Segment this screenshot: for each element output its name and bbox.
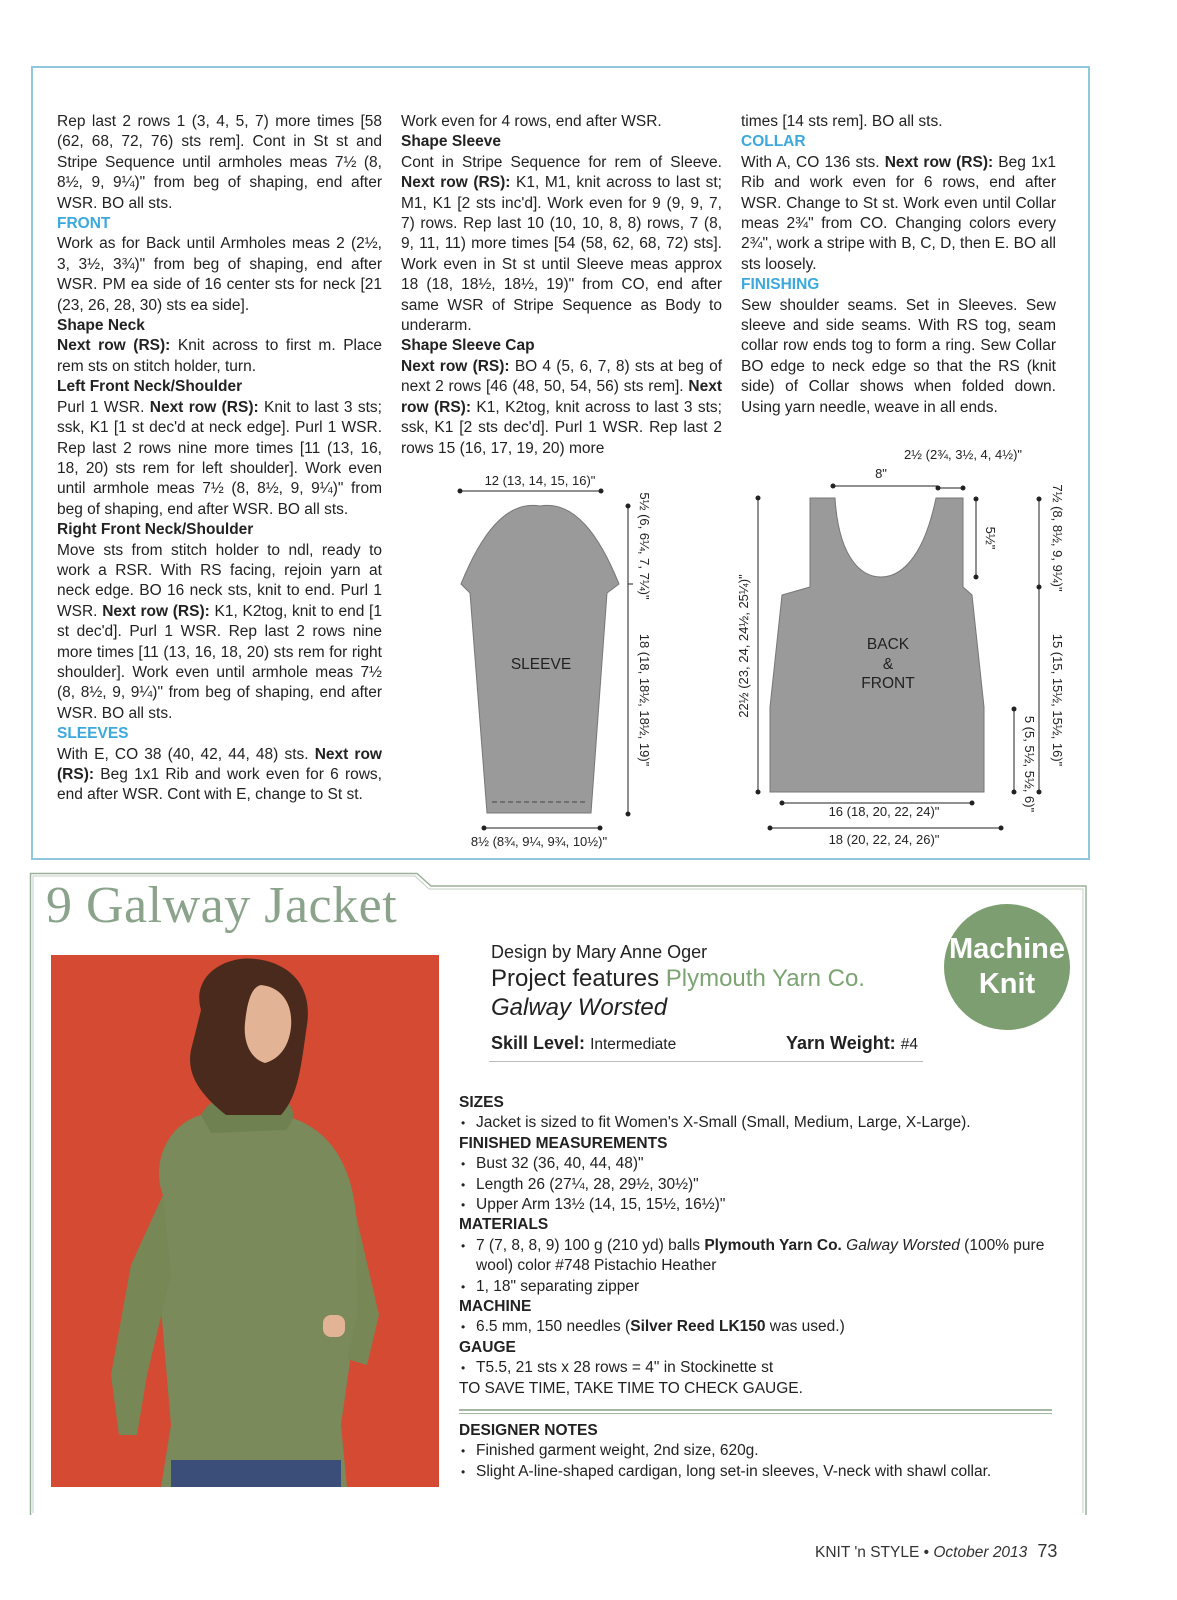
sleeve-cap-height: 5½ (6, 6¼, 7, 7¼)"	[637, 492, 652, 600]
body-label-line2: &	[882, 656, 894, 673]
finishing-text: Sew shoulder seams. Set in Sleeves. Sew sleeve and side seams. With RS tog, seam collar row ends tog to form a ring. Sew Collar BO edge to neck edge so that the RS (knit side) of Collar shows when folded down. Using yarn needle, weave in all ends.	[741, 296, 1056, 416]
issue-date: October 2013	[933, 1544, 1028, 1561]
shape-sleeve-text: Cont in Stripe Sequence for rem of Sleeve. Next row (RS): K1, M1, knit across to last st; M1, K1 [2 sts inc'd]. Work even for 9 (9, 9, 7, 7) rows. Rep last 10 (10, 10, 8, 8) rows, 7 (8, 9, 11, 11) more times [54 (58, 62, 68, 72) sts]. Work even in St st until Sleeve meas approx 18 (18, 18½, 18½, 19)" from CO, end after same WSR of Stripe Sequence as Body to underarm.	[401, 153, 722, 335]
divider	[489, 1061, 923, 1062]
cap-end-text: times [14 sts rem]. BO all sts.	[741, 113, 943, 130]
list-item: • T5.5, 21 sts x 28 rows = 4" in Stockinette st	[459, 1358, 1059, 1378]
shape-neck-heading: Shape Neck	[57, 317, 145, 335]
measurements-list	[459, 1154, 1059, 1215]
work-even-text: Work even for 4 rows, end after WSR.	[401, 113, 662, 130]
list-item: • Jacket is sized to fit Women's X-Small (Small, Medium, Large, X-Large).	[459, 1113, 1059, 1133]
divider	[459, 1409, 1052, 1414]
list-item: • Length 26 (27¼, 28, 29½, 30½)"	[459, 1175, 1059, 1195]
neck-depth: 5½"	[983, 526, 998, 550]
hem-width: 18 (20, 22, 24, 26)"	[828, 832, 940, 847]
designer-credit: Design by Mary Anne Oger	[491, 942, 708, 962]
bust-width: 16 (18, 20, 22, 24)"	[828, 804, 940, 819]
shape-neck-text: Next row (RS): Knit across to first m. Place rem sts on stitch holder, turn.	[57, 337, 382, 375]
pattern-column-2	[401, 112, 722, 459]
sleeve-top-width: 12 (13, 14, 15, 16)"	[484, 473, 596, 488]
materials-list	[459, 1236, 1059, 1297]
shoulder-width: 2½ (2¾, 3½, 4, 4½)"	[903, 447, 1023, 462]
collar-heading: COLLAR	[741, 133, 806, 151]
list-item: • Slight A-line-shaped cardigan, long set-in sleeves, V-neck with shawl collar.	[459, 1462, 1059, 1482]
sizes-list	[459, 1113, 1059, 1133]
sleeve-length: 18 (18, 18½, 18½, 19)"	[637, 633, 652, 767]
right-front-heading: Right Front Neck/Shoulder	[57, 521, 254, 539]
sizes-heading: SIZES	[459, 1094, 504, 1111]
pattern-title: 9 Galway Jacket	[46, 877, 398, 934]
yarn-product: Galway Worsted	[491, 994, 668, 1021]
measurements-heading: FINISHED MEASUREMENTS	[459, 1134, 668, 1152]
armhole-depth: 7½ (8, 8½, 9, 9¼)"	[1050, 484, 1065, 592]
gauge-note: TO SAVE TIME, TAKE TIME TO CHECK GAUGE.	[459, 1379, 803, 1397]
machine-knit-badge: Machine Knit	[944, 904, 1070, 1030]
page-footer: KNIT 'n STYLE • October 2013 73	[815, 1541, 1058, 1561]
body-schematic	[733, 446, 1073, 854]
magazine-name: KNIT 'n STYLE	[815, 1544, 920, 1561]
list-item: • Upper Arm 13½ (14, 15, 15½, 16½)"	[459, 1195, 1059, 1215]
list-item: • 1, 18" separating zipper	[459, 1277, 1059, 1297]
materials-heading: MATERIALS	[459, 1216, 549, 1234]
sleeve-bottom-width: 8½ (8¾, 9¼, 9¾, 10½)"	[470, 834, 608, 849]
shape-sleeve-heading: Shape Sleeve	[401, 133, 501, 151]
list-item: • Bust 32 (36, 40, 44, 48)"	[459, 1154, 1059, 1174]
front-text: Work as for Back until Armholes meas 2 (2½, 3, 3½, 3¾)" from beg of shaping, end after WSR. PM ea side of 16 center sts for neck [21 (23, 26, 28, 30) sts ea side].	[57, 235, 382, 314]
machine-list	[459, 1317, 1059, 1337]
list-item: • 6.5 mm, 150 needles (Silver Reed LK150 was used.)	[459, 1317, 1059, 1337]
sleeve-label: SLEEVE	[510, 656, 572, 673]
sleeves-heading: SLEEVES	[57, 725, 129, 743]
right-front-text: Move sts from stitch holder to ndl, ready to work a RSR. With RS facing, rejoin yarn at neck edge. BO 16 neck sts, knit to end. Purl 1 WSR. Next row (RS): K1, K2tog, knit to end [1 st dec'd]. Purl 1 WSR. Rep last 2 rows nine more times [11 (13, 16, 18, 20) sts rem for right shoulder]. Work even until armhole meas 7½ (8, 8½, 9, 9¼)" from beg of shaping, end after WSR. BO all sts.	[57, 541, 382, 722]
project-features: Project features Plymouth Yarn Co. Galway Worsted	[491, 964, 931, 1022]
front-heading: FRONT	[57, 215, 111, 233]
collar-text: With A, CO 136 sts. Next row (RS): Beg 1x1 Rib and work even for 6 rows, end after WSR. Change to St st. Work even until Collar meas 2¾" from CO. Changing colors every 2¾", work a stripe with B, C, D, then E. BO all sts loosely.	[741, 153, 1056, 273]
sleeve-cap-heading: Shape Sleeve Cap	[401, 337, 535, 355]
neck-width: 8"	[875, 466, 887, 481]
list-item: • 7 (7, 8, 8, 9) 100 g (210 yd) balls Plymouth Yarn Co. Galway Worsted (100% pure wool) color #748 Pistachio Heather	[459, 1236, 1059, 1277]
sleeves-text: With E, CO 38 (40, 42, 44, 48) sts. Next row (RS): Beg 1x1 Rib and work even for 6 rows, end after WSR. Cont with E, change to St st.	[57, 745, 382, 804]
model-photo	[51, 955, 439, 1487]
body-label-line1: BACK	[866, 636, 910, 653]
notes-list	[459, 1441, 1059, 1482]
designer-notes	[459, 1421, 1059, 1482]
finishing-heading: FINISHING	[741, 276, 820, 294]
model-illustration	[51, 955, 439, 1487]
machine-heading: MACHINE	[459, 1298, 532, 1316]
left-front-text: Purl 1 WSR. Next row (RS): Knit to last 3 sts; ssk, K1 [1 st dec'd at neck edge]. Purl 1 WSR. Rep last 2 rows nine more times [11 (13, 16, 18, 20) sts rem for left shoulder]. Work even until armhole meas 7½ (8, 8½, 9, 9¼)" from beg of shaping, end after WSR. BO all sts.	[57, 398, 382, 518]
yarn-weight: Yarn Weight: #4	[786, 1033, 918, 1053]
gauge-list	[459, 1358, 1059, 1378]
pattern-column-3	[741, 112, 1056, 418]
gauge-heading: GAUGE	[459, 1338, 516, 1356]
back-armhole-text: Rep last 2 rows 1 (3, 4, 5, 7) more times [58 (62, 68, 72, 76) sts rem]. Cont in St st and Stripe Sequence until armholes meas 7½ (8, 8½, 9, 9¼)" from beg of shaping, end after WSR. BO all sts.	[57, 113, 382, 212]
hem-height: 5 (5, 5½, 5½, 6)"	[1022, 715, 1037, 813]
total-length: 22½ (23, 24, 24½, 25¼)"	[736, 574, 751, 718]
sleeve-schematic	[440, 462, 670, 854]
left-front-heading: Left Front Neck/Shoulder	[57, 378, 243, 396]
page-number: 73	[1037, 1541, 1058, 1561]
pattern-specs	[459, 1093, 1059, 1399]
skill-level: Skill Level: Intermediate	[491, 1033, 677, 1053]
pattern-column-1	[57, 112, 382, 806]
body-label-line3: FRONT	[861, 675, 915, 692]
list-item: • Finished garment weight, 2nd size, 620g.	[459, 1441, 1059, 1461]
sleeve-cap-text: Next row (RS): BO 4 (5, 6, 7, 8) sts at beg of next 2 rows [46 (48, 50, 54, 56) sts rem]. Next row (RS): K1, K2tog, knit across to last 3 sts; ssk, K1 [2 sts dec'd]. Purl 1 WSR. Rep last 2 rows 15 (16, 17, 19, 20) more	[401, 357, 722, 457]
side-length: 15 (15, 15½, 15½, 16)"	[1050, 633, 1065, 767]
notes-heading: DESIGNER NOTES	[459, 1422, 598, 1439]
yarn-brand: Plymouth Yarn Co.	[665, 965, 865, 992]
